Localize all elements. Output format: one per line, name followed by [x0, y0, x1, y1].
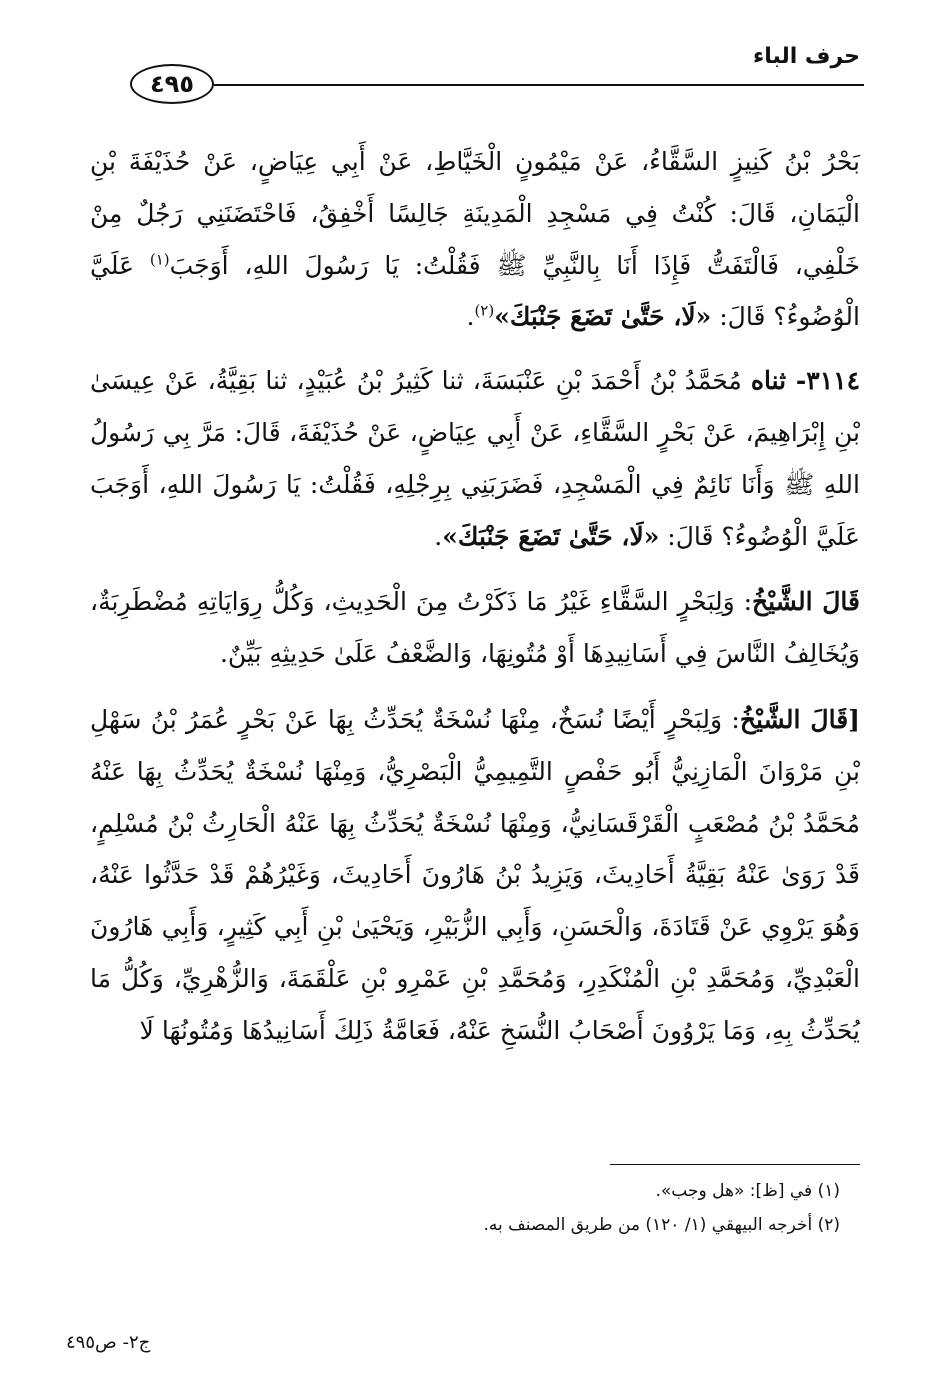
running-head: حرف الباء: [752, 44, 860, 69]
paragraph-text: بَحْرُ بْنُ كَنِيزٍ السَّقَّاءُ، عَنْ مَيْمُونٍ الْخَيَّاطِ، عَنْ أَبِي عِيَاضٍ، عَنْ حُذَيْفَةَ بْنِ الْيَمَانِ، قَالَ: كُنْتُ فِي مَسْجِدِ الْمَدِينَةِ جَالِسًا أَخْفِقُ، فَاحْتَضَنَنِي رَجُلٌ مِنْ خَلْفِي، فَالْتَفَتُّ فَإِذَا أَنَا بِالنَّبِيِّ ﷺ فَقُلْتُ: يَا رَسُولَ اللهِ، أَوَجَبَ: [90, 147, 861, 280]
shaykh-label: [قَالَ الشَّيْخُ: [739, 704, 860, 734]
volume-page-reference: ج٢- ص٤٩٥: [66, 1332, 151, 1353]
paragraph-hadith-continuation: [90, 136, 860, 343]
paragraph-end: .: [434, 521, 443, 551]
main-text: [90, 136, 860, 1071]
footnote-1: (١) في [ظ]: «هل وجب».: [655, 1181, 840, 1201]
paragraph-text: مُحَمَّدُ بْنُ أَحْمَدَ بْنِ عَنْبَسَةَ، ثنا كَثِيرُ بْنُ عُبَيْدٍ، ثنا بَقِيَّةُ، عَنْ عِيسَىٰ بْنِ إِبْرَاهِيمَ، عَنْ بَحْرٍ السَّقَّاءِ، عَنْ أَبِي عِيَاضٍ، عَنْ حُذَيْفَةَ، قَالَ: مَرَّ بِي رَسُولُ اللهِ ﷺ وَأَنَا نَائِمٌ فِي الْمَسْجِدِ، فَضَرَبَنِي بِرِجْلِهِ، فَقُلْتُ: يَا رَسُولَ اللهِ، أَوَجَبَ عَلَيَّ الْوُضُوءُ؟ قَالَ:: [90, 366, 860, 551]
paragraph-shaykh-comment: [90, 576, 860, 680]
footnote-2: (٢) أخرجه البيهقي (١/ ١٢٠) من طريق المصنف به.: [483, 1215, 840, 1235]
paragraph-text: : وَلِبَحْرٍ أَيْضًا نُسَخٌ، مِنْهَا نُسْخَةٌ يُحَدِّثُ بِهَا عَنْ بَحْرٍ عُمَرُ بْنُ سَهْلِ بْنِ مَرْوَانَ الْمَازِنِيُّ أَبُو حَفْصٍ التَّمِيمِيُّ الْبَصْرِيُّ، وَمِنْهَا نُسْخَةٌ يُحَدِّثُ بِهَا عَنْهُ مُحَمَّدُ بْنُ مُصْعَبٍ الْقَرْقَسَانِيُّ، وَمِنْهَا نُسْخَةٌ يُحَدِّثُ بِهَا عَنْهُ الْحَارِثُ بْنُ مُسْلِمٍ، قَدْ رَوَىٰ عَنْهُ بَقِيَّةُ أَحَادِيثَ، وَيَزِيدُ بْنُ هَارُونَ أَحَادِيثَ، وَغَيْرُهُمْ قَدْ حَدَّثُوا عَنْهُ، وَهُوَ يَرْوِي عَنْ قَتَادَةَ، وَالْحَسَنِ، وَأَبِي الزُّبَيْرِ، وَيَحْيَىٰ بْنِ أَبِي كَثِيرٍ، وَأَبِي هَارُونَ الْعَبْدِيِّ، وَمُحَمَّدِ بْنِ الْمُنْكَدِرِ، وَمُحَمَّدِ بْنِ عَمْرِو بْنِ عَلْقَمَةَ، وَالزُّهْرِيِّ، وَكُلُّ مَا يُحَدِّثُ بِهِ، وَمَا يَرْوُونَ أَصْحَابُ النُّسَخِ عَنْهُ، فَعَامَّةُ ذَلِكَ أَسَانِيدُهَا وَمُتُونُهَا لَا: [90, 704, 860, 1045]
paragraph-text: عَلَيَّ الْوُضُوءُ؟ قَالَ:: [90, 250, 860, 332]
paragraph-text: : وَلِبَحْرٍ السَّقَّاءِ غَيْرُ مَا ذَكَرْتُ مِنَ الْحَدِيثِ، وَكُلُّ رِوَايَاتِهِ مُضْطَرِبَةٌ، وَيُخَالِفُ النَّاسَ فِي أَسَانِيدِهَا أَوْ مُتُونِهَا، وَالضَّعْفُ عَلَىٰ حَدِيثِهِ بَيِّنٌ.: [90, 587, 860, 669]
paragraph-end: .: [466, 302, 475, 332]
prophetic-quote: «لَا، حَتَّىٰ تَضَعَ جَنْبَكَ»: [442, 521, 660, 551]
header-rule: [214, 84, 864, 86]
paragraph-shaykh-comment-2: [90, 694, 860, 1057]
footnote-rule: [610, 1164, 860, 1165]
page-number: ٤٩٥: [130, 64, 214, 104]
shaykh-label: قَالَ الشَّيْخُ: [752, 587, 860, 617]
footnote-ref-2: (٢): [474, 302, 495, 321]
hadith-number: ٣١١٤- ثناه: [750, 366, 860, 396]
paragraph-hadith-3114: [90, 355, 860, 562]
prophetic-quote: «لَا، حَتَّىٰ تَضَعَ جَنْبَكَ»: [494, 302, 712, 332]
footnote-ref-1: (١): [149, 250, 170, 269]
footnotes: [100, 1174, 840, 1242]
